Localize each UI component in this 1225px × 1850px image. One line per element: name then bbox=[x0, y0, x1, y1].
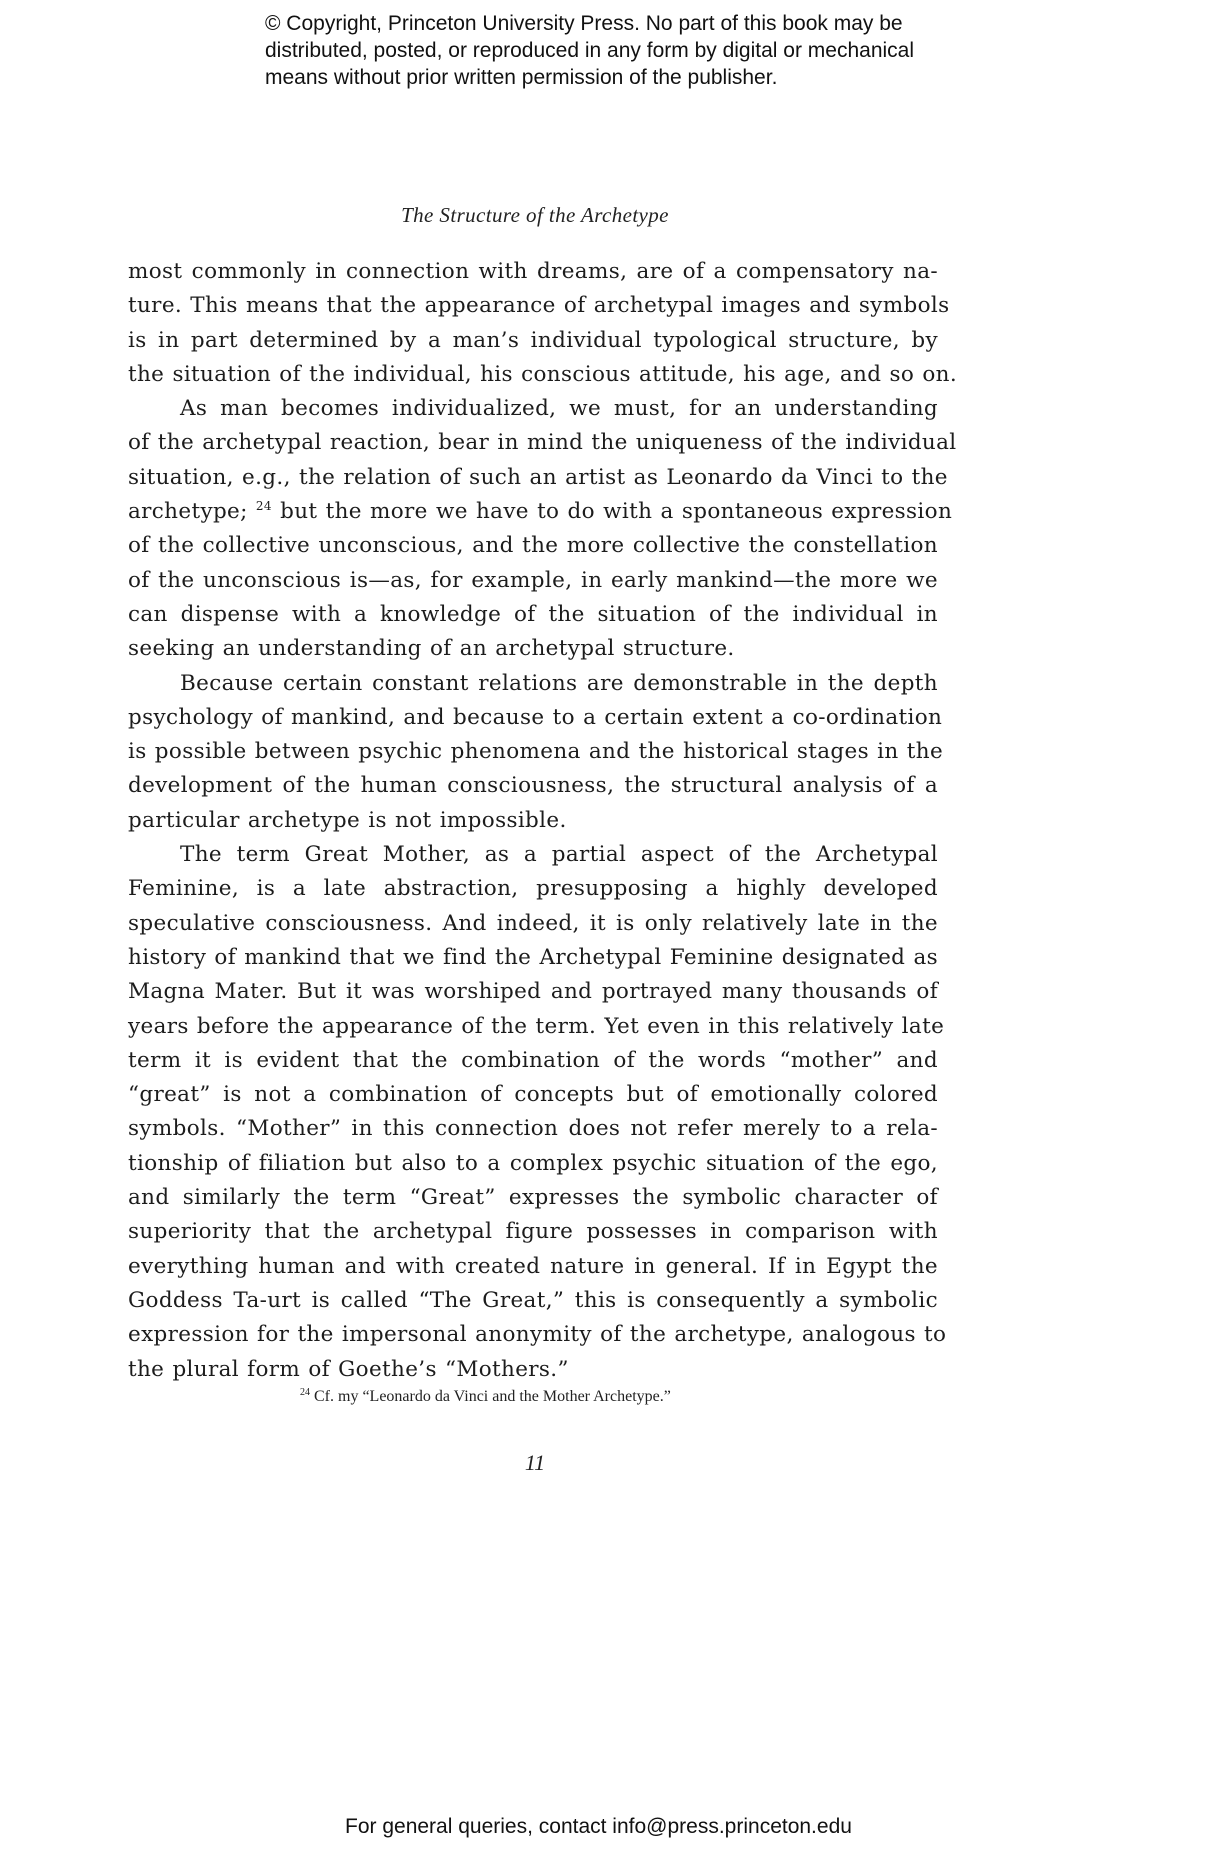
body-line: “great” is not a combination of concepts but of emotionally colored bbox=[128, 1082, 938, 1108]
body-line: Feminine, is a late abstraction, presupposing a highly developed bbox=[128, 876, 938, 902]
body-line: and similarly the term “Great” expresses the symbolic character of bbox=[128, 1185, 938, 1211]
body-line: of the archetypal reaction, bear in mind the uniqueness of the individual bbox=[128, 430, 957, 456]
running-head: The Structure of the Archetype bbox=[401, 203, 669, 227]
body-line-segment: but the more we have to do with a spontaneous expression bbox=[280, 499, 953, 525]
body-line: of the collective unconscious, and the more collective the constellation bbox=[128, 533, 938, 559]
copyright-line: © Copyright, Princeton University Press. No part of this book may be bbox=[265, 12, 903, 35]
body-line: psychology of mankind, and because to a certain extent a co-ordination bbox=[128, 704, 943, 730]
body-line: can dispense with a knowledge of the situation of the individual in bbox=[128, 601, 938, 627]
copyright-line: distributed, posted, or reproduced in any form by digital or mechanical bbox=[265, 39, 915, 62]
body-line: development of the human consciousness, the structural analysis of a bbox=[128, 773, 938, 799]
body-line: tionship of filiation but also to a complex psychic situation of the ego, bbox=[128, 1150, 938, 1176]
contact-footer: For general queries, contact info@press.princeton.edu bbox=[345, 1815, 852, 1838]
footnote bbox=[300, 1388, 671, 1406]
footnote-reference[interactable]: 24 bbox=[255, 499, 272, 514]
body-line: particular archetype is not impossible. bbox=[128, 807, 567, 833]
body-line: Goddess Ta-urt is called “The Great,” this is consequently a symbolic bbox=[128, 1287, 938, 1313]
body-line: speculative consciousness. And indeed, it is only relatively late in the bbox=[128, 910, 938, 936]
body-line-with-footnote bbox=[128, 495, 953, 529]
copyright-line: means without prior written permission of the publisher. bbox=[265, 66, 778, 89]
body-line: years before the appearance of the term. Yet even in this relatively late bbox=[128, 1013, 945, 1039]
body-line: history of mankind that we find the Archetypal Feminine designated as bbox=[128, 944, 938, 970]
body-line: seeking an understanding of an archetypal structure. bbox=[128, 636, 735, 662]
page-number: 11 bbox=[524, 1450, 546, 1475]
body-line: term it is evident that the combination of the words “mother” and bbox=[128, 1047, 938, 1073]
body-line: situation, e.g., the relation of such an artist as Leonardo da Vinci to the bbox=[128, 464, 948, 490]
body-line: of the unconscious is—as, for example, in early mankind—the more we bbox=[128, 567, 938, 593]
body-text bbox=[128, 255, 958, 1387]
footnote-number: 24 bbox=[300, 1387, 310, 1398]
body-line: Because certain constant relations are demonstrable in the depth bbox=[180, 670, 938, 696]
body-line: symbols. “Mother” in this connection does not refer merely to a rela- bbox=[128, 1116, 938, 1142]
body-line: The term Great Mother, as a partial aspect of the Archetypal bbox=[180, 842, 938, 868]
body-line: the situation of the individual, his conscious attitude, his age, and so on. bbox=[128, 361, 958, 387]
body-line: superiority that the archetypal figure possesses in comparison with bbox=[128, 1219, 938, 1245]
body-line-segment: archetype; bbox=[128, 499, 248, 525]
body-line: everything human and with created nature in general. If in Egypt the bbox=[128, 1253, 938, 1279]
copyright-notice bbox=[265, 10, 1025, 91]
footnote-text: Cf. my “Leonardo da Vinci and the Mother Archetype.” bbox=[314, 1388, 671, 1405]
body-line: is possible between psychic phenomena and the historical stages in the bbox=[128, 739, 944, 765]
body-line: As man becomes individualized, we must, for an understanding bbox=[180, 396, 938, 422]
body-line: ture. This means that the appearance of archetypal images and symbols bbox=[128, 293, 950, 319]
body-line: most commonly in connection with dreams, are of a compensatory na- bbox=[128, 259, 938, 284]
body-line: Magna Mater. But it was worshiped and portrayed many thousands of bbox=[128, 979, 938, 1005]
body-line: expression for the impersonal anonymity of the archetype, analogous to bbox=[128, 1322, 947, 1348]
body-line: the plural form of Goethe’s “Mothers.” bbox=[128, 1356, 569, 1382]
body-line: is in part determined by a man’s individual typological structure, by bbox=[128, 327, 938, 353]
